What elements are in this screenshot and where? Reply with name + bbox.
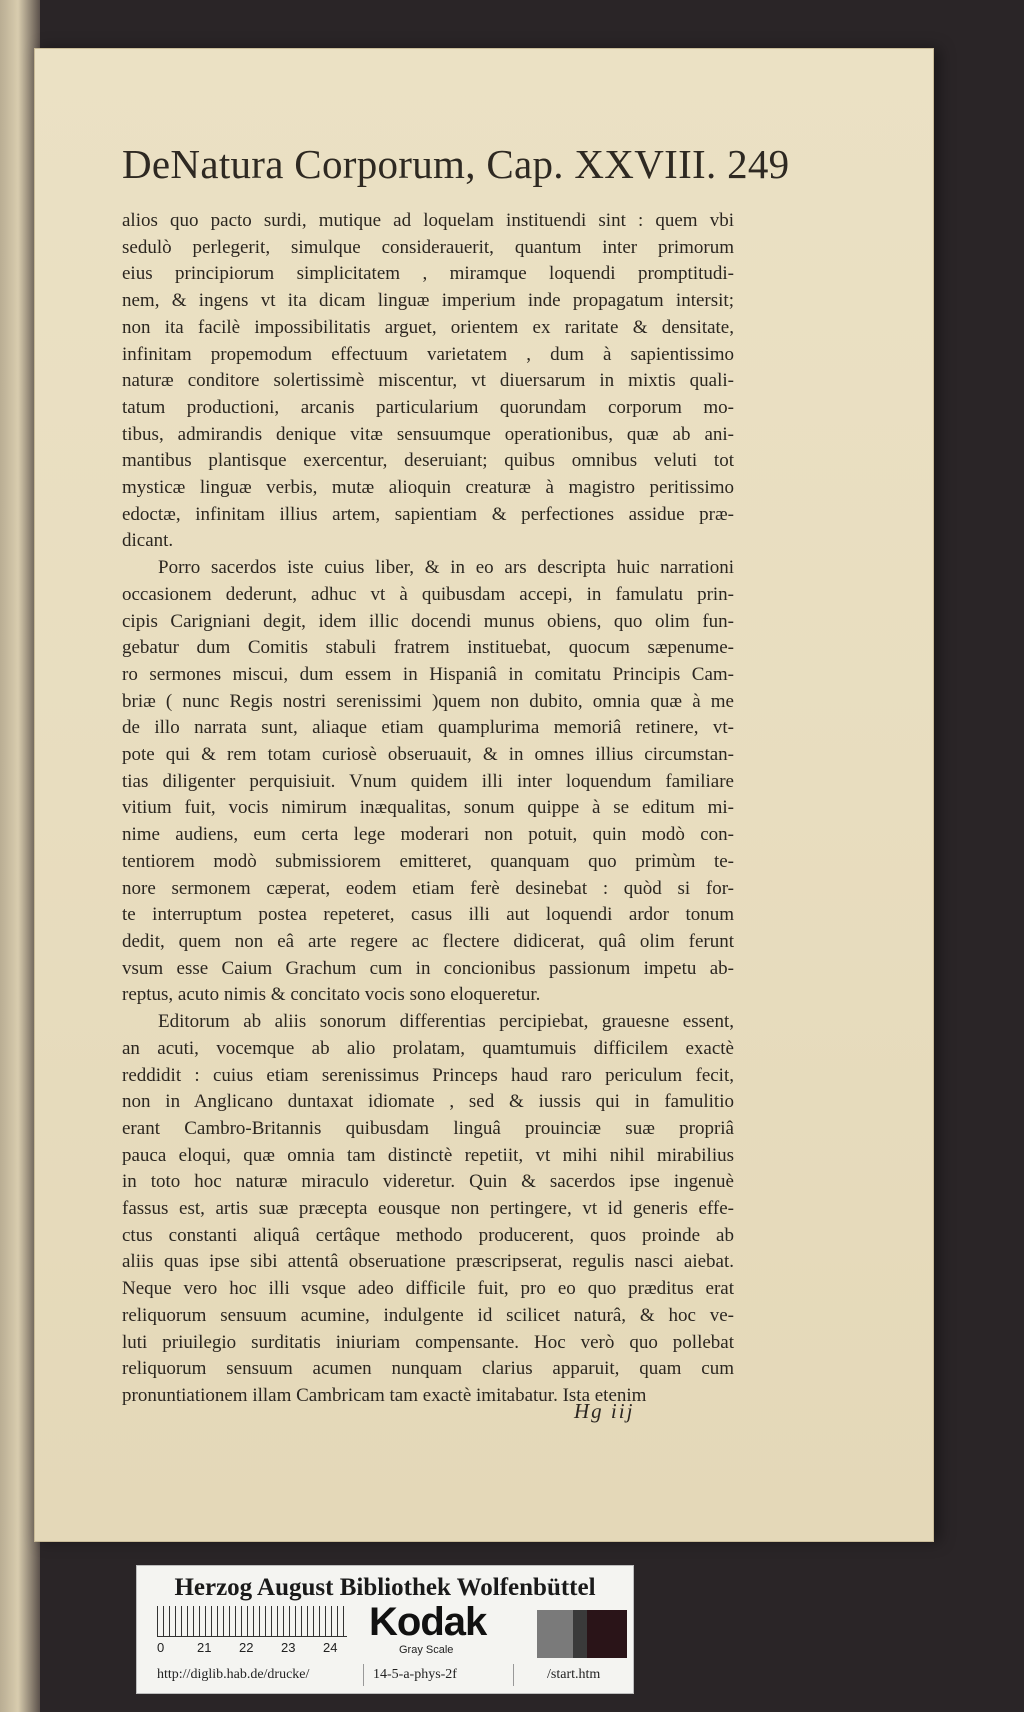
book-page: [34, 48, 934, 1542]
text-line: in toto hoc naturæ miraculo videretur. Quin & sacerdos ipse ingenuè: [122, 1171, 734, 1193]
text-line: pauca eloqui, quæ omnia tam distinctè repetiit, vt mihi nihil mirabilius: [122, 1144, 734, 1166]
text-line: Porro sacerdos iste cuius liber, & in eo ars descripta huic narrationi: [158, 557, 734, 579]
url-base: http://diglib.hab.de/drucke/: [157, 1667, 310, 1682]
text-line: aliis quas ipse sibi attentâ obseruatione præscripserat, regulis nasci aiebat.: [122, 1251, 734, 1273]
gray-patch: [537, 1610, 573, 1658]
text-line: mysticæ linguæ verbis, mutæ alioquin creaturæ à magistro peritissimo: [122, 477, 734, 499]
kodak-logo: Kodak: [369, 1600, 487, 1644]
scale-ruler: [157, 1606, 347, 1637]
text-line: pronuntiationem illam Cambricam tam exactè imitabatur. Ista etenim: [122, 1384, 647, 1406]
gray-scale-label: Gray Scale: [399, 1644, 454, 1656]
text-line: tibus, admirandis denique vitæ sensuumque operationibus, quæ ab ani-: [122, 423, 734, 445]
text-line: mantibus plantisque exercentur, deseruiant; quibus omnibus veluti tot: [122, 450, 734, 472]
text-line: tentiorem modò submissiorem emitteret, quanquam quo primùm te-: [122, 850, 734, 872]
url-divider: [363, 1664, 364, 1686]
text-line: dicant.: [122, 530, 174, 552]
text-line: luti priuilegio surditatis iniuriam compensante. Hoc verò quo pollebat: [122, 1331, 734, 1353]
text-line: erant Cambro-Britannis quibusdam linguâ prouinciæ suæ propriâ: [122, 1117, 734, 1139]
text-line: sedulò perlegerit, simulque considerauerit, quantum inter primorum: [122, 236, 734, 258]
text-line: dedit, quem non eâ arte regere ac flectere didicerat, quâ olim ferunt: [122, 930, 734, 952]
gray-patch: [587, 1610, 627, 1658]
text-line: occasionem dederunt, adhuc vt à quibusdam accepi, in famulatu prin-: [122, 583, 734, 605]
text-line: nore sermonem cæperat, eodem etiam ferè desinebat : quòd si for-: [122, 877, 734, 899]
text-line: vsum esse Caium Grachum cum in concionibus passionum impetu ab-: [122, 957, 734, 979]
text-line: ctus constanti aliquâ certâque methodo producerent, quos proinde ab: [122, 1224, 734, 1246]
text-line: gebatur dum Comitis stabuli fratrem instituebat, quocum sæpenume-: [122, 637, 734, 659]
text-line: Neque vero hoc illi vsque adeo difficile fuit, pro eo quo præditus erat: [122, 1278, 734, 1300]
text-line: tatum productioni, arcanis particularium quorundam corporum mo-: [122, 396, 734, 418]
text-line: naturæ conditore solertissimè miscentur, vt diuersarum in mixtis quali-: [122, 370, 734, 392]
library-color-card: [136, 1565, 634, 1694]
text-line: infinitam propemodum effectuum varietatem , dum à sapientissimo: [122, 343, 734, 365]
text-line: reddidit : cuius etiam serenissimus Princeps haud raro periculum fecit,: [122, 1064, 734, 1086]
body-text: [122, 208, 734, 1410]
text-line: de illo narrata sunt, aliaque etiam quamplurima memoriâ retinere, vt-: [122, 717, 734, 739]
ruler-label: 23: [281, 1640, 296, 1655]
text-line: reptus, acuto nimis & concitato vocis sono eloqueretur.: [122, 984, 541, 1006]
text-line: nime audiens, eum certa lege moderari non potuit, quin modò con-: [122, 824, 734, 846]
url-suffix: /start.htm: [547, 1667, 601, 1682]
text-line: briæ ( nunc Regis nostri serenissimi )quem non dubito, omnia quæ à me: [122, 690, 734, 712]
ruler-label: 24: [323, 1640, 338, 1655]
gray-patch: [573, 1610, 587, 1658]
text-line: pote qui & rem totam curiosè obseruauit, & in omnes illius circumstan-: [122, 744, 734, 766]
text-line: ro sermones miscui, dum essem in Hispaniâ in comitatu Principis Cam-: [122, 663, 734, 685]
text-line: non in Anglicano duntaxat idiomate , sed & iussis qui in famulitio: [122, 1091, 734, 1113]
text-line: eius principiorum simplicitatem , miramque loquendi promptitudi-: [122, 263, 734, 285]
text-line: te interruptum postea repeteret, casus illi aut loquendi ardor tonum: [122, 904, 734, 926]
ruler-label: 22: [239, 1640, 254, 1655]
running-header: DeNatura Corporum, Cap. XXVIII. 249: [122, 141, 790, 187]
library-name: Herzog August Bibliothek Wolfenbüttel: [174, 1574, 596, 1601]
text-line: reliquorum sensuum acumen nunquam clarius apparuit, quam cum: [122, 1358, 734, 1380]
text-line: cipis Carigniani degit, idem illic docendi munus obiens, quo olim fun-: [122, 610, 734, 632]
text-line: edoctæ, infinitam illius artem, sapientiam & perfectiones assidue præ-: [122, 503, 734, 525]
ruler-label: 0: [157, 1640, 165, 1655]
text-line: fassus est, artis suæ præcepta eousque non pertingere, vt id generis effe-: [122, 1198, 734, 1220]
url-id: 14-5-a-phys-2f: [373, 1667, 457, 1682]
text-line: vitium fuit, vocis nimirum inæqualitas, sonum quippe à se editum mi-: [122, 797, 734, 819]
text-line: alios quo pacto surdi, mutique ad loquelam instituendi sint : quem vbi: [122, 210, 734, 231]
signature-mark: Hg iij: [574, 1399, 635, 1423]
text-line: tias diligenter perquisiuit. Vnum quidem illi inter loquendum familiare: [122, 770, 734, 792]
text-line: non ita facilè impossibilitatis arguet, orientem ex raritate & densitate,: [122, 316, 734, 338]
text-line: nem, & ingens vt ita dicam linguæ imperium inde propagatum intersit;: [122, 290, 734, 312]
ruler-label: 21: [197, 1640, 212, 1655]
text-line: reliquorum sensuum acumine, indulgente id scilicet naturâ, & hoc ve-: [122, 1304, 734, 1326]
text-line: Editorum ab aliis sonorum differentias percipiebat, grauesne essent,: [158, 1011, 734, 1033]
url-divider: [513, 1664, 514, 1686]
text-line: an acuti, vocemque ab alio prolatam, quamtumuis difficilem exactè: [122, 1037, 734, 1059]
